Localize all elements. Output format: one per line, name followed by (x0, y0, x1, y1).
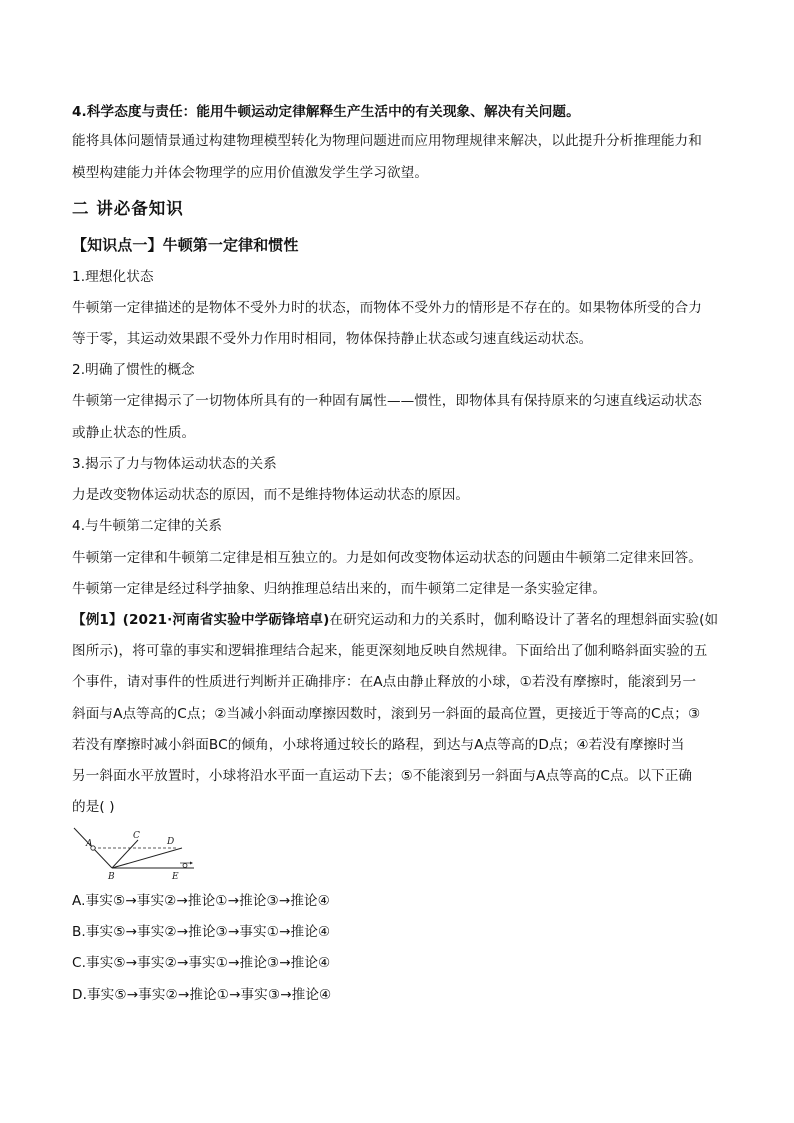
item-heading: 1.理想化状态 (72, 269, 154, 285)
example-text: 在研究运动和力的关系时，伽利略设计了著名的理想斜面实验(如 (329, 612, 719, 628)
objective-4-title: 4.科学态度与责任：能用牛顿运动定律解释生产生活中的有关现象、解决有关问题。 (72, 104, 580, 120)
motion-arrow-head (190, 862, 193, 865)
item-heading: 2.明确了惯性的概念 (72, 362, 195, 378)
example-text: 若没有摩擦时减小斜面BC的倾角，小球将通过较长的路程，到达与A点等高的D点；④若没有摩擦时当 (72, 737, 685, 753)
item-text: 牛顿第一定律揭示了一切物体所具有的一种固有属性——惯性，即物体具有保持原来的匀速直线运动状态 (72, 393, 702, 409)
example-text: 斜面与A点等高的C点；②当减小斜面动摩擦因数时，滚到另一斜面的最高位置，更接近于等高的C点；③ (72, 706, 701, 722)
example-text: 图所示)，将可靠的事实和逻辑推理结合起来，能更深刻地反映自然规律。下面给出了伽利略斜面实验的五 (72, 643, 708, 659)
option-c: C.事实⑤→事实②→事实①→推论③→推论④ (72, 955, 331, 971)
example-text: 另一斜面水平放置时，小球将沿水平面一直运动下去；⑤不能滚到另一斜面与A点等高的C点。以下正确 (72, 768, 693, 784)
item-text: 或静止状态的性质。 (72, 425, 196, 441)
label-c: C (133, 831, 140, 841)
item-text: 牛顿第一定律和牛顿第二定律是相互独立的。力是如何改变物体运动状态的问题由牛顿第二定律来回答。 (72, 550, 702, 566)
section-heading: 二 讲必备知识 (72, 199, 184, 218)
example-text: 的是( ) (72, 799, 115, 815)
option-d: D.事实⑤→事实②→推论①→事实③→推论④ (72, 987, 332, 1003)
example-text: 个事件，请对事件的性质进行判断并正确排序：在A点由静止释放的小球，①若没有摩擦时，能滚到另一 (72, 674, 697, 690)
label-e: E (172, 872, 179, 882)
inclined-plane-diagram (72, 826, 200, 882)
example-label: 【例1】(2021·河南省实验中学砺锋培卓) (72, 612, 330, 628)
label-d: D (167, 837, 175, 847)
item-heading: 3.揭示了力与物体运动状态的关系 (72, 456, 277, 472)
objective-4-body-line: 模型构建能力并体会物理学的应用价值激发学生学习欲望。 (72, 165, 429, 181)
label-b: B (108, 872, 115, 882)
item-text: 等于零，其运动效果跟不受外力作用时相同，物体保持静止状态或匀速直线运动状态。 (72, 331, 593, 347)
example-first-line (72, 610, 752, 630)
gentle-slope-line (112, 848, 182, 868)
item-text: 力是改变物体运动状态的原因，而不是维持物体运动状态的原因。 (72, 487, 470, 503)
option-b: B.事实⑤→事实②→推论③→事实①→推论④ (72, 924, 331, 940)
option-a: A.事实⑤→事实②→推论①→推论③→推论④ (72, 893, 330, 909)
item-heading: 4.与牛顿第二定律的关系 (72, 518, 223, 534)
objective-4-body-line: 能将具体问题情景通过构建物理模型转化为物理问题进而应用物理规律来解决，以此提升分析推理能力和 (72, 133, 702, 149)
label-a: A (86, 839, 93, 849)
item-text: 牛顿第一定律描述的是物体不受外力时的状态，而物体不受外力的情形是不存在的。如果物体所受的合力 (72, 300, 702, 316)
knowledge-point-title: 【知识点一】牛顿第一定律和惯性 (72, 236, 299, 254)
item-text: 牛顿第一定律是经过科学抽象、归纳推理总结出来的，而牛顿第二定律是一条实验定律。 (72, 581, 607, 597)
ball-on-plane (183, 864, 187, 868)
